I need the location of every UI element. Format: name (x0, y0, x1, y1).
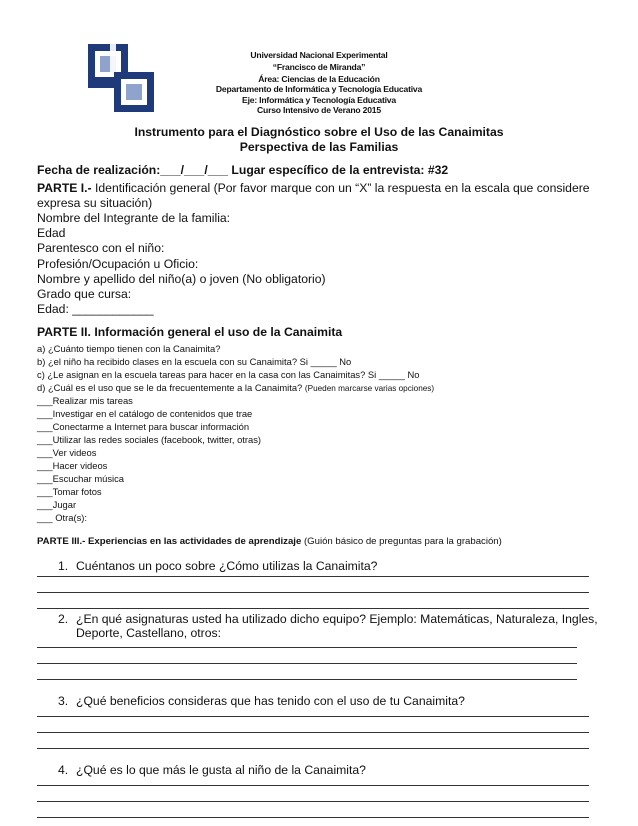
field-grade: Grado que cursa: (37, 287, 132, 301)
part3-question-2-cont: Deporte, Castellano, otros: (76, 626, 221, 640)
part3-question-2 (58, 612, 598, 626)
use-option-games: ___Jugar (37, 499, 77, 510)
use-option-photos: ___Tomar fotos (37, 486, 102, 497)
field-age: Edad (37, 226, 66, 240)
question-number: 1. (58, 559, 69, 573)
university-label: Universidad Nacional Experimental (250, 50, 388, 60)
question-text: ¿Qué beneficios consideras que has tenido con el uso de tu Canaimita? (76, 694, 465, 708)
answer-line[interactable] (37, 732, 589, 733)
part2-question-b: b) ¿el niño ha recibido clases en la escuela con su Canaimita? Si _____ No (37, 356, 352, 367)
part3-subtitle: (Guión básico de preguntas para la grabación) (301, 536, 502, 547)
question-text: ¿En qué asignaturas usted ha utilizado dicho equipo? Ejemplo: Matemáticas, Naturaleza, Ingles, (76, 612, 598, 626)
document-subtitle: Perspectiva de las Familias (239, 140, 399, 154)
part3-question-3 (58, 694, 465, 708)
area-label: Área: Ciencias de la Educación (258, 74, 380, 84)
field-child-age: Edad: ____________ (37, 302, 154, 316)
answer-line[interactable] (37, 817, 589, 818)
use-option-internet: ___Conectarme a Internet para buscar información (37, 421, 250, 432)
field-child-name: Nombre y apellido del niño(a) o joven (No obligatorio) (37, 272, 326, 286)
use-option-make-videos: ___Hacer videos (37, 460, 108, 471)
part3-question-4 (58, 763, 366, 777)
question-text: ¿Qué es lo que más le gusta al niño de la Canaimita? (76, 763, 366, 777)
axis-label: Eje: Informática y Tecnología Educativa (242, 95, 396, 105)
part2-heading: PARTE II. Información general el uso de la Canaimita (37, 325, 343, 339)
part1-instruction: Identificación general (Por favor marque con un “X” la respuesta en la escala que considere (91, 181, 590, 195)
document-title: Instrumento para el Diagnóstico sobre el Uso de las Canaimitas (134, 125, 504, 139)
part1-heading: PARTE I.- (37, 181, 92, 195)
answer-line[interactable] (37, 801, 589, 802)
question-number: 2. (58, 612, 69, 626)
use-option-music: ___Escuchar música (37, 473, 125, 484)
answer-line[interactable] (37, 748, 589, 749)
course-label: Curso Intensivo de Verano 2015 (257, 105, 381, 115)
part3-heading: PARTE III.- Experiencias en las actividades de aprendizaje (37, 536, 302, 547)
field-profession: Profesión/Ocupación u Oficio: (37, 257, 199, 271)
part3-question-1 (58, 559, 377, 573)
field-member-name: Nombre del Integrante de la familia: (37, 211, 231, 225)
part1-intro (37, 181, 590, 195)
use-option-catalog: ___Investigar en el catálogo de contenidos que trae (37, 408, 253, 419)
date-location-line: Fecha de realización:___/___/___ Lugar específico de la entrevista: #32 (37, 163, 449, 177)
field-relationship: Parentesco con el niño: (37, 241, 165, 255)
question-number: 3. (58, 694, 69, 708)
part1-instruction-cont: expresa su situación) (37, 196, 153, 210)
part2-question-d (37, 382, 434, 393)
answer-line[interactable] (37, 576, 589, 577)
department-label: Departamento de Informática y Tecnología Educativa (215, 84, 423, 94)
use-option-other: ___ Otra(s): (37, 512, 88, 523)
answer-line[interactable] (37, 785, 589, 786)
part2-question-c: c) ¿Le asignan en la escuela tareas para hacer en la casa con las Canaimitas? Si _____ No (37, 369, 420, 380)
answer-line[interactable] (37, 647, 577, 648)
answer-line[interactable] (37, 679, 577, 680)
part2-question-a: a) ¿Cuánto tiempo tienen con la Canaimita? (37, 343, 221, 354)
use-option-homework: ___Realizar mis tareas (37, 395, 133, 406)
question-text: Cuéntanos un poco sobre ¿Cómo utilizas la Canaimita? (76, 559, 378, 573)
answer-line[interactable] (37, 592, 589, 593)
part3-intro (37, 536, 502, 547)
question-number: 4. (58, 763, 69, 777)
university-name: “Francisco de Miranda” (272, 62, 366, 72)
use-option-social: ___Utilizar las redes sociales (facebook, twitter, otras) (37, 434, 262, 445)
answer-line[interactable] (37, 663, 577, 664)
part2-question-d-note: (Pueden marcarse varias opciones) (304, 384, 435, 393)
part2-question-d-text: d) ¿Cuál es el uso que se le da frecuentemente a la Canaimita? (37, 382, 303, 393)
use-option-watch-videos: ___Ver videos (37, 447, 97, 458)
answer-line[interactable] (37, 716, 589, 717)
answer-line[interactable] (37, 608, 589, 609)
